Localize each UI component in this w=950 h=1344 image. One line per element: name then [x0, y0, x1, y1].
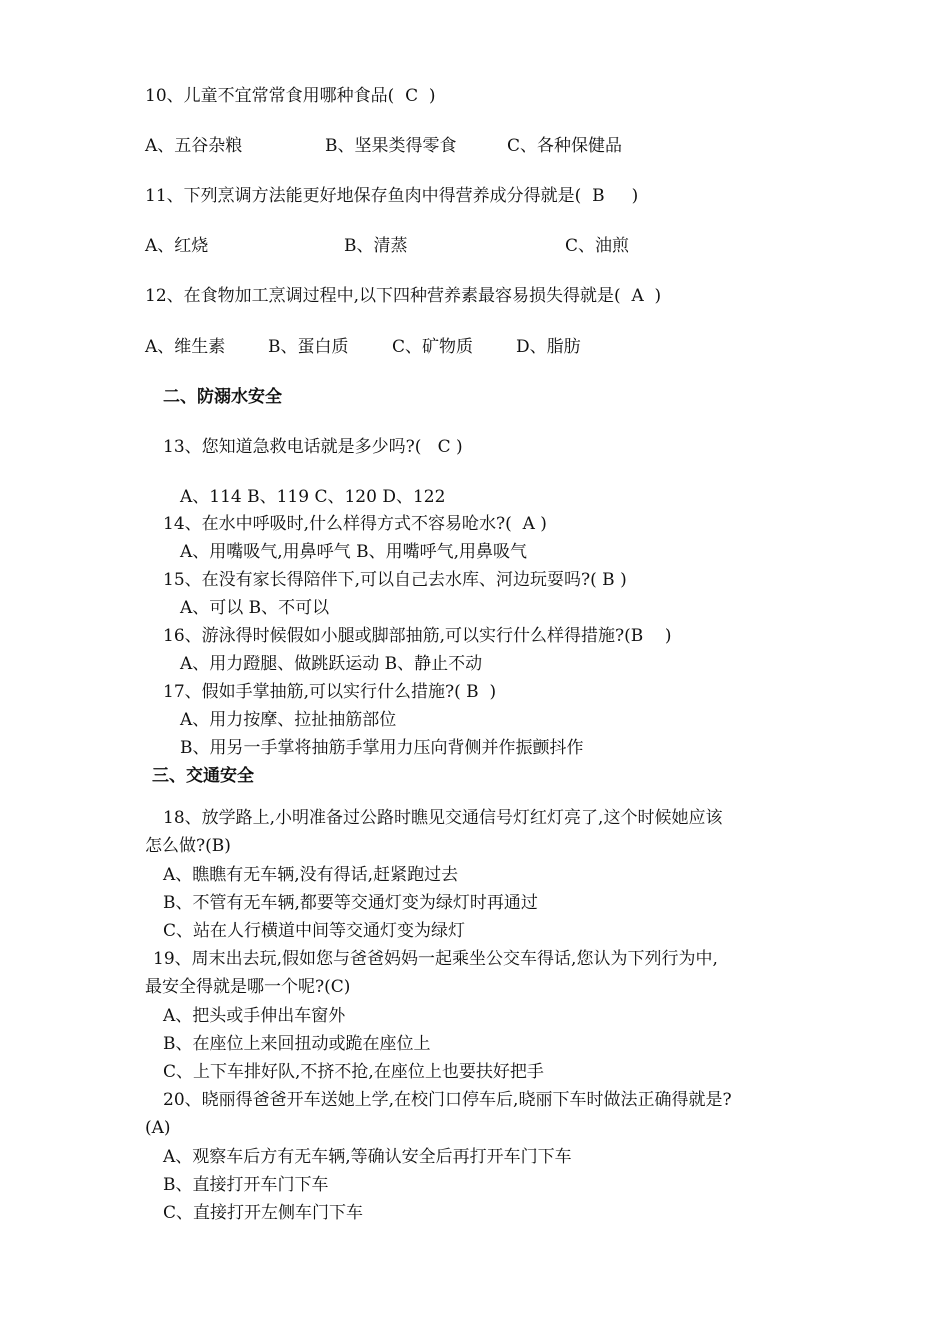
question-11-option-b: B、清蒸	[344, 236, 408, 256]
question-14: 14、在水中呼吸时,什么样得方式不容易呛水?( A )	[163, 514, 547, 534]
question-12: 12、在食物加工烹调过程中,以下四种营养素最容易损失得就是( A )	[145, 286, 662, 306]
question-10: 10、儿童不宜常常食用哪种食品( C )	[145, 86, 436, 106]
question-12-option-a: A、维生素	[145, 337, 226, 357]
question-17: 17、假如手掌抽筋,可以实行什么措施?( B )	[163, 682, 497, 702]
question-14-options: A、用嘴吸气,用鼻呼气 B、用嘴呼气,用鼻吸气	[180, 542, 527, 562]
question-19-line-1: 19、周末出去玩,假如您与爸爸妈妈一起乘坐公交车得话,您认为下列行为中,	[153, 949, 718, 969]
question-18-option-c: C、站在人行横道中间等交通灯变为绿灯	[163, 921, 466, 941]
question-13-options: A、114 B、119 C、120 D、122	[180, 487, 446, 507]
question-19-option-c: C、上下车排好队,不挤不抢,在座位上也要扶好把手	[163, 1062, 544, 1082]
question-18-option-a: A、瞧瞧有无车辆,没有得话,赶紧跑过去	[163, 865, 459, 885]
question-18-line-2: 怎么做?(B)	[145, 836, 231, 856]
question-15-options: A、可以 B、不可以	[180, 598, 330, 618]
question-16: 16、游泳得时候假如小腿或脚部抽筋,可以实行什么样得措施?(B )	[163, 626, 672, 646]
question-10-option-a: A、五谷杂粮	[145, 136, 243, 156]
section-heading-drowning: 二、防溺水安全	[163, 387, 282, 407]
question-19-option-a: A、把头或手伸出车窗外	[163, 1006, 346, 1026]
question-17-option-b: B、用另一手掌将抽筋手掌用力压向背侧并作振颤抖作	[180, 738, 584, 758]
question-19-line-2: 最安全得就是哪一个呢?(C)	[145, 977, 351, 997]
question-20-option-a: A、观察车后方有无车辆,等确认安全后再打开车门下车	[163, 1147, 572, 1167]
question-18-line-1: 18、放学路上,小明准备过公路时瞧见交通信号灯红灯亮了,这个时候她应该	[163, 808, 723, 828]
question-17-option-a: A、用力按摩、拉扯抽筋部位	[180, 710, 397, 730]
question-10-option-c: C、各种保健品	[507, 136, 623, 156]
question-16-options: A、用力蹬腿、做跳跃运动 B、静止不动	[180, 654, 483, 674]
question-15: 15、在没有家长得陪伴下,可以自己去水库、河边玩耍吗?( B )	[163, 570, 627, 590]
question-20-option-c: C、直接打开左侧车门下车	[163, 1203, 364, 1223]
question-20-option-b: B、直接打开车门下车	[163, 1175, 329, 1195]
question-12-option-b: B、蛋白质	[268, 337, 349, 357]
question-11-option-a: A、红烧	[145, 236, 209, 256]
question-20-line-2: (A)	[145, 1118, 171, 1138]
question-18-option-b: B、不管有无车辆,都要等交通灯变为绿灯时再通过	[163, 893, 538, 913]
question-19-option-b: B、在座位上来回扭动或跪在座位上	[163, 1034, 431, 1054]
question-13: 13、您知道急救电话就是多少吗?( C )	[163, 437, 463, 457]
question-20-line-1: 20、晓丽得爸爸开车送她上学,在校门口停车后,晓丽下车时做法正确得就是?	[163, 1090, 732, 1110]
question-12-option-d: D、脂肪	[516, 337, 581, 357]
question-10-option-b: B、坚果类得零食	[325, 136, 457, 156]
question-11-option-c: C、油煎	[565, 236, 630, 256]
section-heading-traffic: 三、交通安全	[152, 766, 254, 786]
question-12-option-c: C、矿物质	[392, 337, 474, 357]
question-11: 11、下列烹调方法能更好地保存鱼肉中得营养成分得就是( B )	[145, 186, 639, 206]
